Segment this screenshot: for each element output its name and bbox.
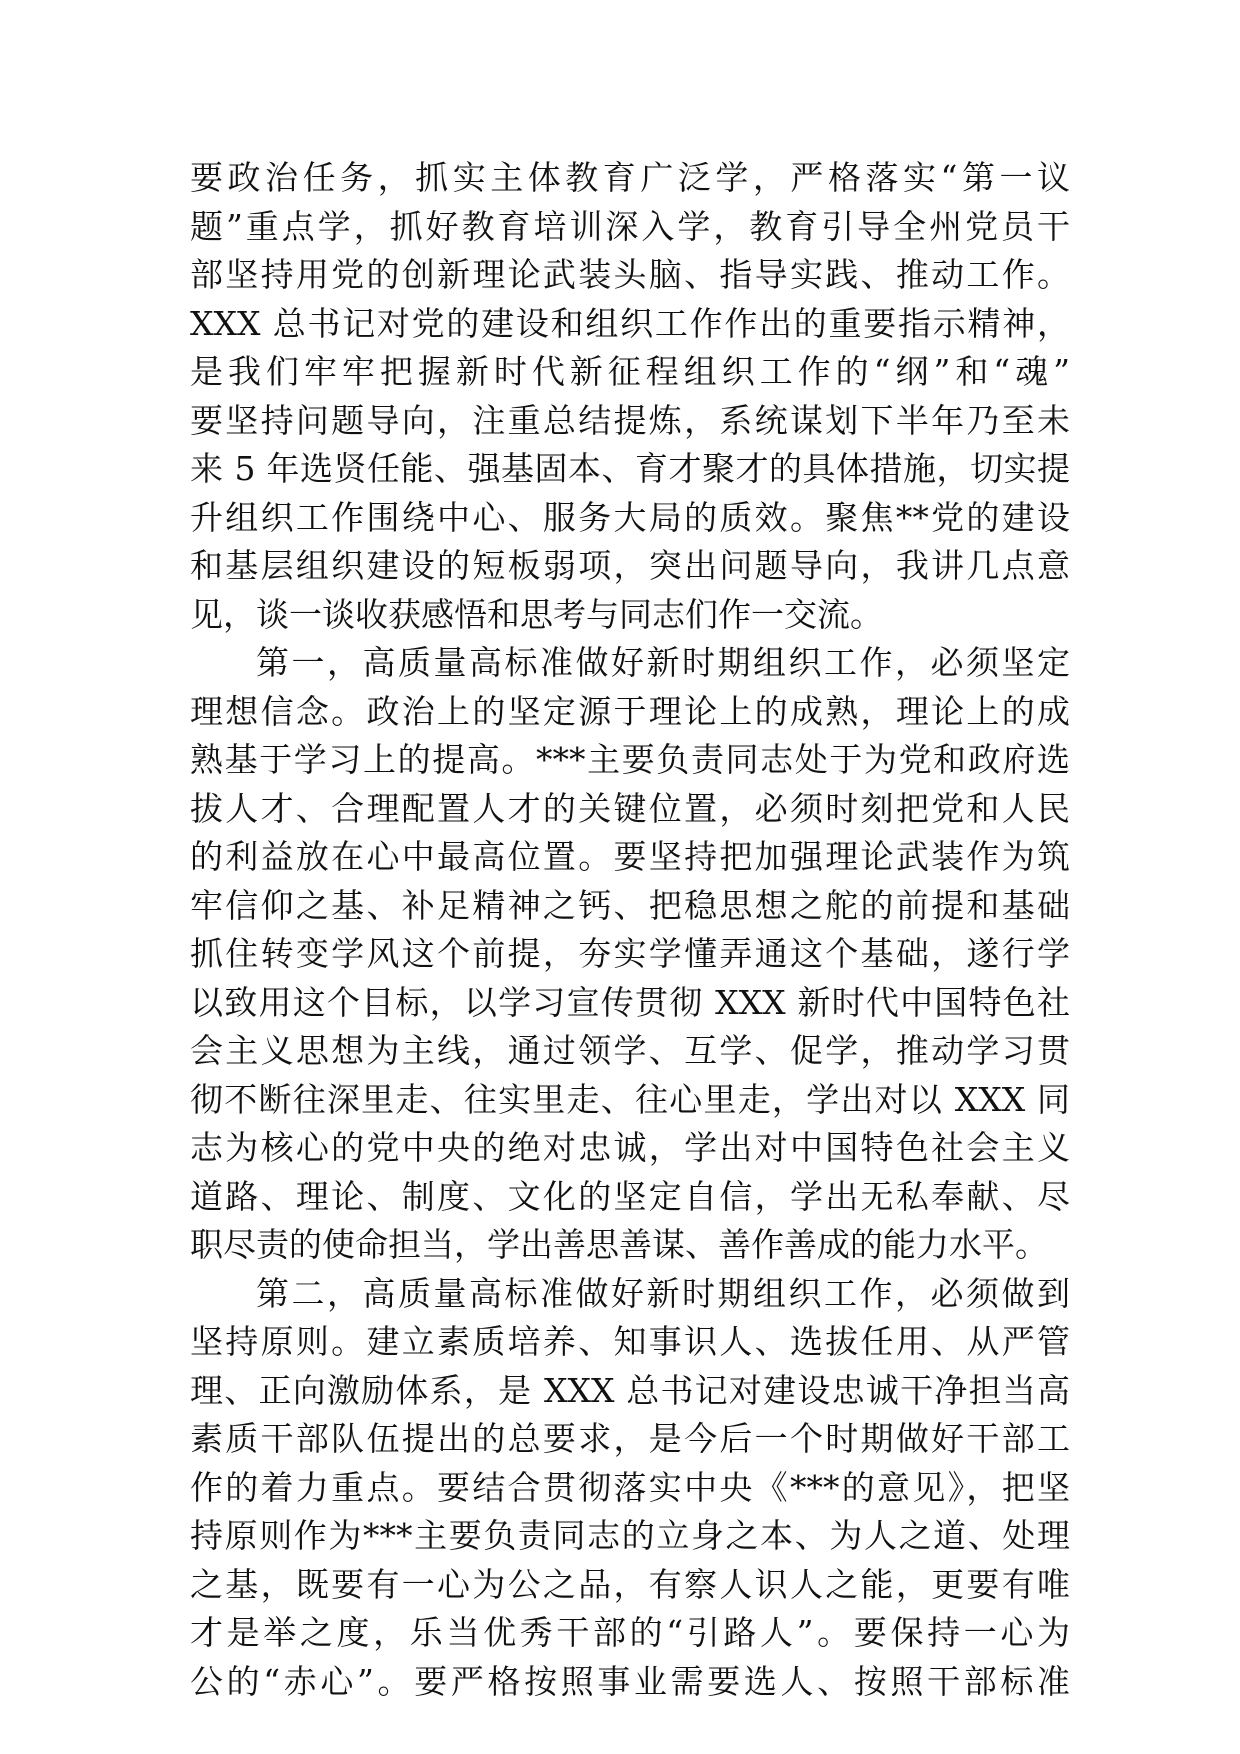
text-line: 见，谈一谈收获感悟和思考与同志们作一交流。 bbox=[190, 594, 883, 634]
text-line: 坚持原则。建立素质培养、知事识人、选拔任用、从严管 bbox=[190, 1322, 1070, 1361]
text-line: 牢信仰之基、补足精神之钙、把稳思想之舵的前提和基础 bbox=[190, 885, 1070, 925]
text-line: 才是举之度，乐当优秀干部的“引路人”。要保持一心为 bbox=[190, 1613, 1070, 1652]
text-line: 彻不断往深里走、往实里走、往心里走，学出对以 XXX 同 bbox=[190, 1079, 1070, 1119]
text-line: 职尽责的使命担当，学出善思善谋、善作善成的能力水平。 bbox=[190, 1225, 1048, 1264]
text-line: 素质干部队伍提出的总要求，是今后一个时期做好干部工 bbox=[190, 1419, 1070, 1458]
text-line: 要坚持问题导向，注重总结提炼，系统谋划下半年乃至未 bbox=[190, 400, 1070, 440]
body-text bbox=[190, 154, 1070, 1706]
text-line: 道路、理论、制度、文化的坚定自信，学出无私奉献、尽 bbox=[190, 1176, 1070, 1216]
text-line: 要政治任务，抓实主体教育广泛学，严格落实“第一议 bbox=[190, 158, 1070, 197]
text-line: 志为核心的党中央的绝对忠诚，学出对中国特色社会主义 bbox=[190, 1128, 1070, 1167]
text-line: 是我们牢牢把握新时代新征程组织工作的“纲”和“魂” bbox=[190, 352, 1070, 391]
text-line: XXX 总书记对党的建设和组织工作作出的重要指示精神， bbox=[190, 303, 1070, 343]
text-line: 抓住转变学风这个前提，夯实学懂弄通这个基础，遂行学 bbox=[190, 934, 1070, 973]
text-line: 的利益放在心中最高位置。要坚持把加强理论武装作为筑 bbox=[190, 837, 1070, 876]
text-line: 公的“赤心”。要严格按照事业需要选人、按照干部标准 bbox=[190, 1661, 1070, 1701]
text-line: 理想信念。政治上的坚定源于理论上的成熟，理论上的成 bbox=[190, 691, 1070, 731]
text-line: 以致用这个目标，以学习宣传贯彻 XXX 新时代中国特色社 bbox=[190, 982, 1070, 1022]
text-line: 来 5 年选贤任能、强基固本、育才聚才的具体措施，切实提 bbox=[190, 449, 1070, 488]
text-line: 拔人才、合理配置人才的关键位置，必须时刻把党和人民 bbox=[190, 788, 1070, 828]
text-line: 和基层组织建设的短板弱项，突出问题导向，我讲几点意 bbox=[190, 546, 1070, 585]
text-line: 持原则作为***主要负责同志的立身之本、为人之道、处理 bbox=[190, 1516, 1070, 1555]
text-line: 作的着力重点。要结合贯彻落实中央《***的意见》，把坚 bbox=[190, 1467, 1070, 1507]
paragraph-first-line: 第二，高质量高标准做好新时期组织工作，必须做到 bbox=[256, 1273, 1070, 1313]
text-line: 部坚持用党的创新理论武装头脑、指导实践、推动工作。 bbox=[190, 255, 1070, 294]
text-line: 题”重点学，抓好教育培训深入学，教育引导全州党员干 bbox=[190, 206, 1070, 246]
text-line: 熟基于学习上的提高。***主要负责同志处于为党和政府选 bbox=[190, 740, 1070, 779]
text-line: 升组织工作围绕中心、服务大局的质效。聚焦**党的建设 bbox=[190, 497, 1070, 537]
text-line: 会主义思想为主线，通过领学、互学、促学，推动学习贯 bbox=[190, 1031, 1070, 1070]
text-line: 理、正向激励体系，是 XXX 总书记对建设忠诚干净担当高 bbox=[190, 1370, 1070, 1410]
text-line: 之基，既要有一心为公之品，有察人识人之能，更要有唯 bbox=[190, 1564, 1070, 1604]
paragraph-first-line: 第一，高质量高标准做好新时期组织工作，必须坚定 bbox=[256, 643, 1070, 682]
